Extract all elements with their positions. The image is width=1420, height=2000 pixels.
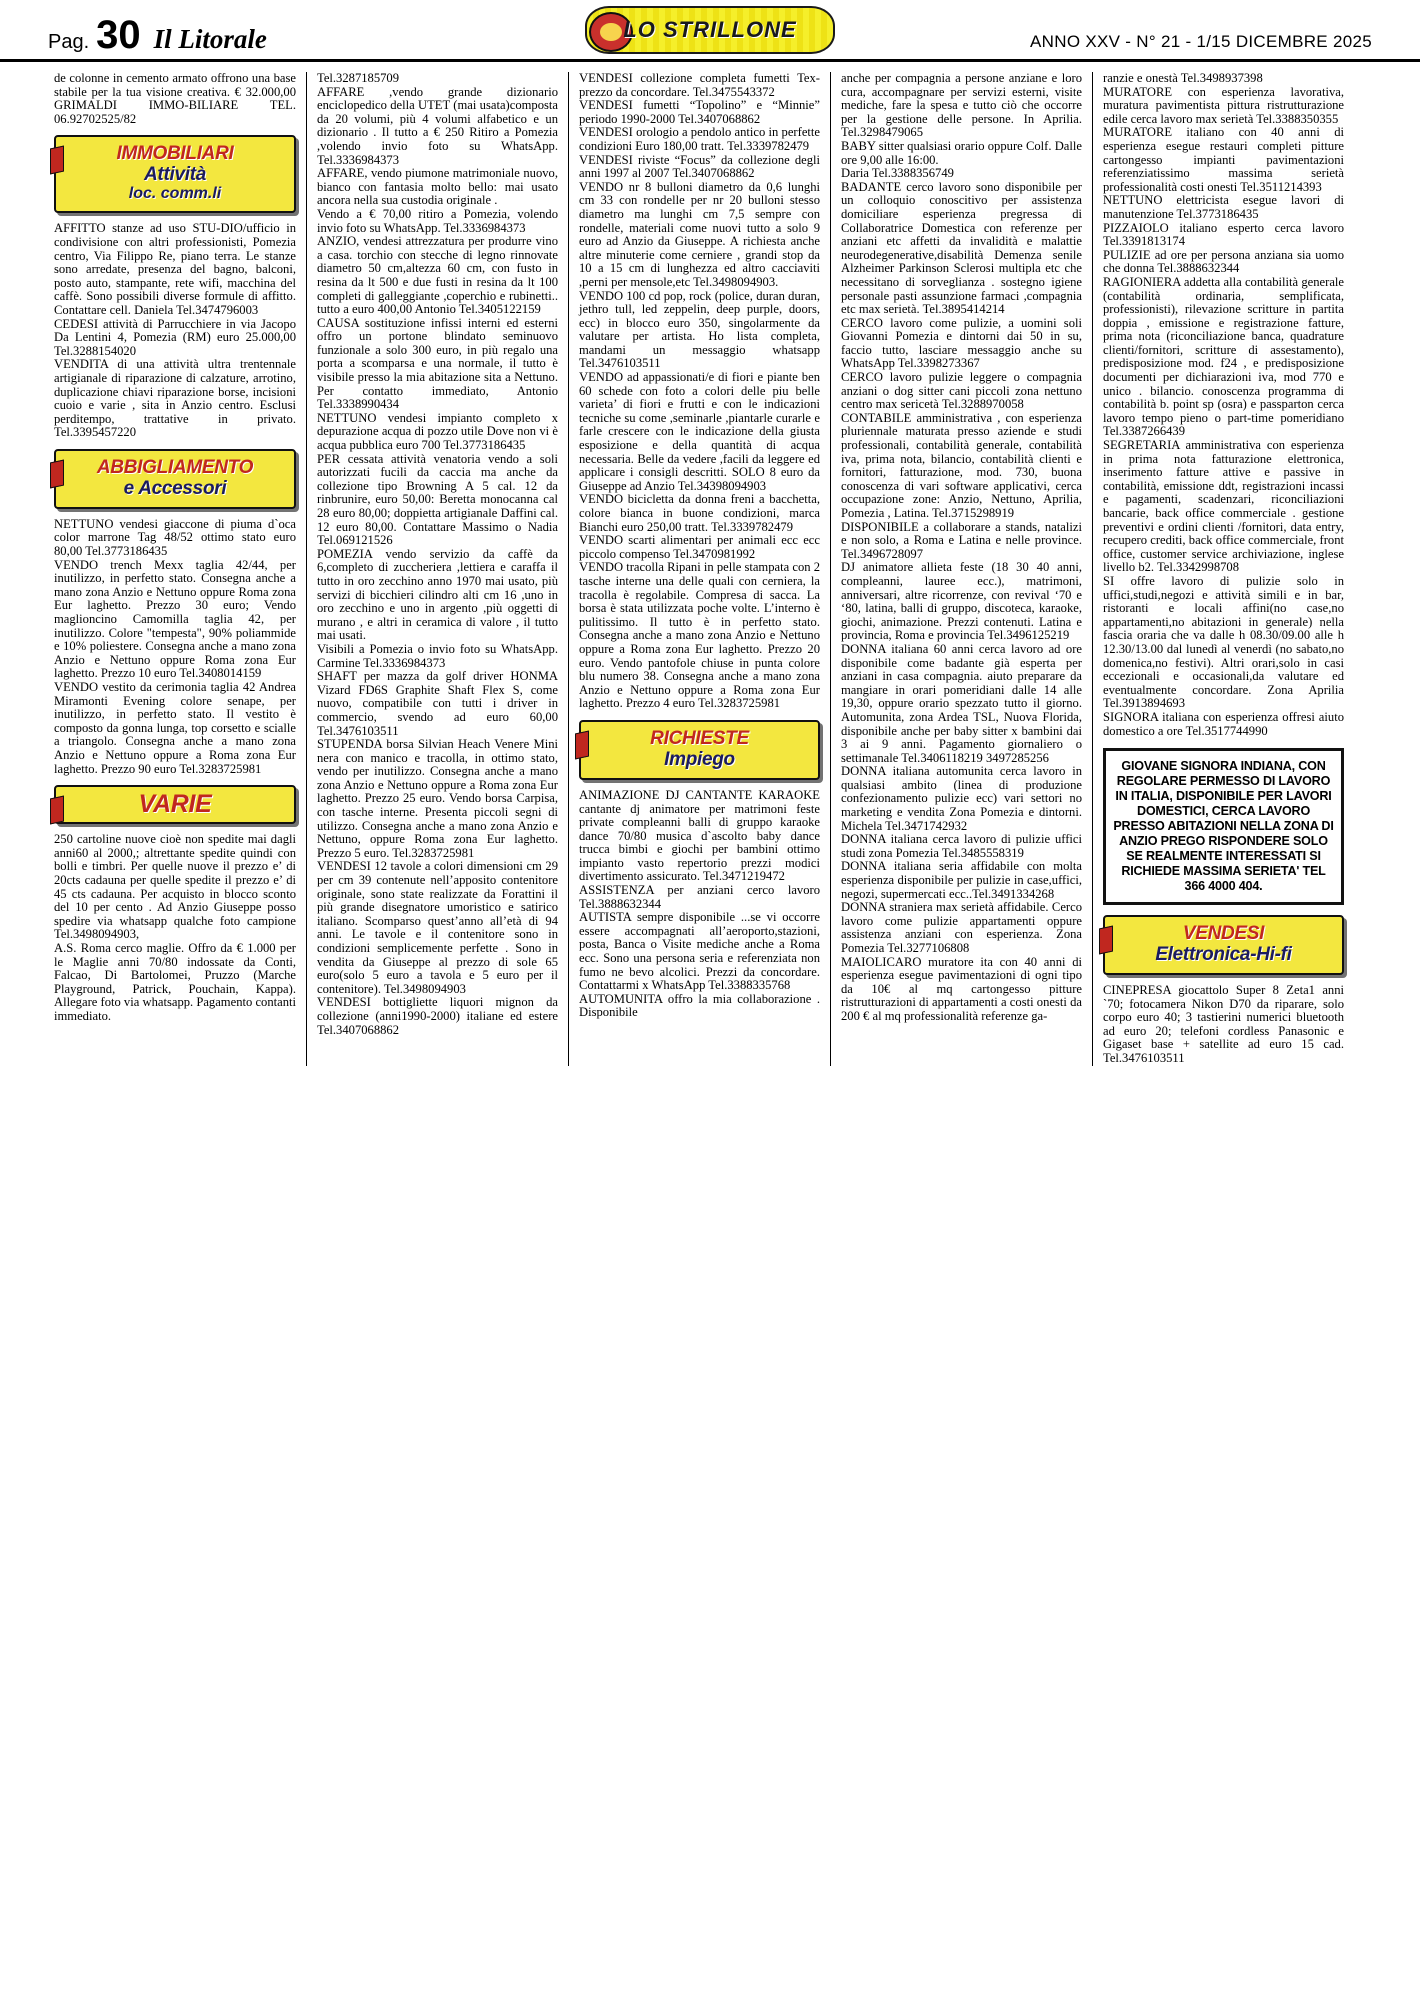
classified-ad: AFFARE ,vendo grande dizionario enciclopedico della UTET (mai usata)composta da 20 volumi, più 4 volumi alfabetico e un dizionario . Il tutto a € 250 Ritiro a Pomezia ,volendo invio foto su WhatsApp. Tel.3336984373	[317, 84, 558, 167]
banner-line-3: loc. comm.li	[128, 185, 222, 203]
classified-ad: ANIMAZIONE DJ CANTANTE KARAOKE cantante dj animatore per matrimoni feste private compleanni balli di gruppo karaoke dance 70/80 musica d`ascolto baby dance trucca bimbi e giochi per bambini ottimo impianto vasto repertorio prezzi modici divertimento assicurato. Tel.3471219472	[579, 787, 820, 884]
banner-line-1: VARIE	[138, 790, 212, 819]
column-4	[830, 72, 1092, 1066]
classified-ad: anche per compagnia a persone anziane e loro cura, accompagnare per servizi esterni, visite mediche, fare la spesa e tutto ciò che occorre per la gestione delle persone. In Aprilia. Tel.3298479065	[841, 71, 1082, 140]
classified-ad: A.S. Roma cerco maglie. Offro da € 1.000 per le Maglie anni 70/80 indossate da Conti, Falcao, Di Bartolomei, Pruzzo (Marche Playground, Patrick, Pouchain, Kappa). Allegare foto via whatsapp. Pagamento contanti immediato.	[54, 940, 297, 1023]
classified-ad: Visibili a Pomezia o invio foto su WhatsApp. Carmine Tel.3336984373	[317, 641, 558, 670]
classified-ad: VENDO tracolla Ripani in pelle stampata con 2 tasche interne una delle quali con cerniera, la tracolla è regolabile. Compresa di sacca. La borsa è stata utilizzata poche volte. L’interno è pulitissimo. Il tutto è in perfetto stato. Consegna anche a mano zona Anzio e Nettuno oppure a Roma zona Eur laghetto. Prezzo 20 euro. Vendo pantofole chiuse in punta colore blu numero 38. Consegna anche a mano zona Anzio e Nettuno oppure a Roma zona Eur laghetto. Prezzo 4 euro Tel.3283725981	[579, 560, 820, 711]
classified-ad: Tel.3287185709	[317, 71, 400, 85]
classified-ad: VENDESI bottigliette liquori mignon da collezione (anni1990-2000) italiane ed estere Tel.3407068862	[317, 995, 558, 1037]
classified-ad: BABY sitter qualsiasi orario oppure Colf. Dalle ore 9,00 alle 16:00.	[841, 138, 1082, 167]
banner-line-1: VENDESI	[1182, 923, 1265, 945]
banner-tape-decoration	[575, 730, 589, 759]
classified-ad: RAGIONIERA addetta alla contabilità generale (contabilità ordinaria, semplificata, professionisti), rilevazione scritture in partita doppia , emissione e registrazione fatture, prima nota (riconciliazione banca, quadrature clienti/fornitori, scritture di assestamento), predisposizione mod. f24 , e predisposizione documenti per dichiarazioni iva, mod 770 e unico . bilancio. conoscenza programma di contabilità b. point sp (osra) e passparton cerca lavoro tempo pieno o part-time pomeridiano Tel.3387266439	[1103, 274, 1344, 439]
column-1	[44, 72, 306, 1066]
classified-ad: VENDO bicicletta da donna freni a bacchetta, colore bianca in buone condizioni, marca Bianchi euro 250,00 tratt. Tel.3339782479	[579, 492, 820, 534]
classified-ad: CERCO lavoro come pulizie, a uomini soli Giovanni Pomezia e dintorni dai 50 in su, faccio tutto, lasciare messaggio anche su WhatsApp Tel.3398273367	[841, 315, 1082, 371]
classified-ad: MURATORE con esperienza lavorativa, muratura pavimentista pittura ristrutturazione edile cerca lavoro max serietà Tel.3388350355	[1103, 84, 1344, 126]
banner-tape-decoration	[50, 146, 64, 175]
classified-ad: NETTUNO vendesi giaccone di piuma d`oca color marrone Tag 48/52 ottimo stato euro 80,00 Tel.3773186435	[54, 516, 296, 559]
column-3	[568, 72, 830, 1066]
classified-ad: BADANTE cerco lavoro sono disponibile per un colloquio conoscitivo per assistenza domiciliare esperienza pregressa di Collaboratrice Domestica con referenze per anziani etc affetti da invalidità e malattie neurodegenerative,disabilità Demenza senile Alzheimer Parkinson Sclerosi multipla etc che necessitano di sorveglianza . sostegno igiene personale pasti assunzione farmaci ,compagnia etc max serietà. Tel.3895414214	[841, 179, 1082, 317]
newspaper-title: Il Litorale	[153, 24, 267, 54]
classified-ad: Daria Tel.3388356749	[841, 166, 954, 181]
classified-ad: de colonne in cemento armato offrono una base stabile per la tua visione creativa. € 32.000,00 GRIMALDI IMMO-BILIARE TEL. 06.92702525/82	[54, 71, 296, 126]
classified-ad: AFFITTO stanze ad uso STU-DIO/ufficio in condivisione con altri professionisti, Pomezia centro, Via Filippo Re, piano terra. Le stanze sono arredate, presenza del bagno, balconi, posto auto, stampante, rete wifi, macchina del caffè. Sono possibili diverse formule di affitto. Contattare cell. Daniela Tel.3474796003	[54, 221, 296, 317]
classified-ad: DONNA straniera max serietà affidabile. Cerco lavoro come pulizie appartamenti oppure assistenza anziani con esperienza. Zona Pomezia Tel.3277106808	[841, 900, 1082, 955]
classified-ad: VENDESI 12 tavole a colori dimensioni cm 29 per cm 39 contenute nell’apposito contenitore originale, sono state realizzate da Forattini il più grande disegnatore umoristico e satirico italiano. Scomparso quest’anno all’età di 94 anni. Le tavole e il contenitore sono in condizioni semplicemente perfette . Sono in vendita da Giuseppe al prezzo di sole 65 euro(solo 5 euro a tavola e 5 euro per il contenitore). Tel.3498094903	[317, 859, 558, 996]
classified-ad: Vendo a € 70,00 ritiro a Pomezia, volendo invio foto su WhatsApp. Tel.3336984373	[317, 206, 558, 235]
banner-line-1: ABBIGLIAMENTO	[96, 456, 254, 478]
classified-ad: CAUSA sostituzione infissi interni ed esterni offro un portone blindato seminuovo funzionale a solo 300 euro, in più regalo una porta a scomparsa e una normale, il tutto è visibile presso la mia abitazione sita a Nettuno. Per contatto immediato, Antonio Tel.3338990434	[317, 315, 558, 412]
classified-ad: DONNA italiana automunita cerca lavoro in qualsiasi ambito (linea di produzione confezionamento pulizie ecc) vari settori no marketing e vendita Zona Pomezia e dintorni. Michela Tel.3471742932	[841, 764, 1082, 833]
classified-ad: CONTABILE amministrativa , con esperienza pluriennale maturata presso aziende e studi professionali, contabilità generale, contabilità iva, prima nota, bilancio, contabilità clienti e fornitori, fatturazione, mod. 730, buona conoscenza di vari software applicativi, cerca occupazione zone: Anzio, Nettuno, Aprilia, Pomezia , Latina. Tel.3715298919	[841, 410, 1082, 520]
banner-tape-decoration	[50, 796, 64, 825]
classified-ad: PULIZIE ad ore per persona anziana sia uomo che donna Tel.3888632344	[1103, 247, 1344, 276]
banner-line-2: Elettronica-Hi-fi	[1155, 944, 1292, 966]
classified-ad: CINEPRESA giocattolo Super 8 Zeta1 anni `70; fotocamera Nikon D70 da riparare, solo corpo euro 40; 3 tastierini numerici bluetooth ad euro 20; telefoni cordless Panasonic e Gigaset base + satellite ad euro 15 cad. Tel.3476103511	[1103, 983, 1344, 1066]
classified-ad: VENDESI riviste “Focus” da collezione degli anni 1997 al 2007 Tel.3407068862	[579, 152, 820, 181]
banner-tape-decoration	[50, 459, 64, 488]
classifieds-columns	[0, 62, 1420, 1066]
classified-ad: MURATORE italiano con 40 anni di esperienza esegue restauri completi pitture cartongesso impianti pavimentazioni referenziatissimo massima serietà professionalità costi onesti Tel.3511214393	[1103, 125, 1344, 194]
classified-ad: AFFARE, vendo piumone matrimoniale nuovo, bianco con fantasia molto bello: mai usato ancora nella sua custodia originale .	[317, 166, 558, 208]
classified-ad: DONNA italiana seria affidabile con molta esperienza disponibile per pulizie in case,uffici, negozi, supermercati ecc..Tel.3491334268	[841, 859, 1082, 901]
masthead-logo	[585, 6, 835, 56]
banner-tape-decoration	[1099, 926, 1113, 955]
classified-ad: SEGRETARIA amministrativa con esperienza in prima nota fatturazione elettronica, inserimento fatture attive e passive in contabilità, emissione ddt, registrazioni incassi e pagamenti, scadenzari, riconciliazioni bancarie, back office commerciale . gestione preventivi e ordini clienti /fornitori, data entry, recupero crediti, back office commerciale, front office, customer service archiviazione, inglese livello b2. Tel.3342998708	[1103, 438, 1344, 575]
classified-ad: PIZZAIOLO italiano esperto cerca lavoro Tel.3391813174	[1103, 220, 1344, 249]
classified-ad: SI offre lavoro di pulizie solo in uffici,studi,negozi e attività simili e in bar, ristoranti e locali affini(no case,no appartamenti,no abitazioni in generale) nella fascia oraria che va dalle h 08.30/09.00 alle h 12.30/13.00 dal lunedì al venerdì (no sabato,no domenica,no festivi). Altri orari,solo in casi eccezionali e occasionali,da valutare ed eventualmente concordare. Zona Aprilia Tel.3913894693	[1103, 573, 1344, 711]
classified-ad: ASSISTENZA per anziani cerco lavoro Tel.3888632344	[579, 883, 820, 911]
column-2	[306, 72, 568, 1066]
classified-ad: VENDITA di una attività ultra trentennale artigianale di riparazione di calzature, arrotino, duplicazione chiavi riparazione borse, incisioni cuoio e varie , sita in Anzio centro. Esclusi perditempo, trattative in privato. Tel.3395457220	[54, 357, 296, 440]
classified-ad: VENDO nr 8 bulloni diametro da 0,6 lunghi cm 33 con rondelle per nr 20 bulloni stesso diametro ma lunghi cm 7,5 sempre con rondelle, materiali come nuovi tutto a solo 9 euro ad Anzio da Giuseppe. A richiesta anche altre minuterie come cerniere , grandi stop da 10 a 15 cm di lunghezza ed altro cacciaviti ,perni per mensole,etc Tel.3498094903.	[579, 179, 820, 289]
classified-ad: DONNA italiana 60 anni cerca lavoro ad ore disponibile come badante già esperta per anziani in casa compagnia. aiuto preparare da mangiare in orari pomeridiani dalle 14 alle 19,30, oppure orario spezzato tutto il giorno. Automunita, zona Ardea TSL, Nuova Florida, disponibile anche per baby sitter x bambini dai 3 ai 9 anni. Pagamento giornaliero o settimanale Tel.3406118219 3497285256	[841, 641, 1082, 765]
column-5	[1092, 72, 1354, 1066]
classified-ad: SHAFT per mazza da golf driver HONMA Vizard FD6S Graphite Shaft Flex S, come nuovo, compatibile con tutti i driver in commercio, svendo ad euro 60,00 Tel.3476103511	[317, 669, 558, 738]
banner-line-1: IMMOBILIARI	[116, 143, 234, 165]
issue-info: ANNO XXV - N° 21 - 1/15 DICEMBRE 2025	[1030, 32, 1372, 51]
masthead	[0, 0, 1420, 62]
classified-ad: ANZIO, vendesi attrezzatura per produrre vino a casa. torchio con stecche di legno rinnovate diametro 50 cm,altezza 60 cm, con fusto in resina da lt 500 e due fusti in resina da lt 100 completi di galleggiante ,coperchio e rubinetti.. tutto a euro 400,00 Antonio Tel.3405122159	[317, 234, 558, 317]
classified-ad: DONNA italiana cerca lavoro di pulizie uffici studi zona Pomezia Tel.3485558319	[841, 832, 1082, 860]
classified-ad: PER cessata attività venatoria vendo a soli autorizzati fucili da caccia ma anche da collezione tipo Browning A 5 cal. 12 da rinbrunire, euro 50,00: Beretta monocanna cal 28 euro 80,00; doppietta artigianale Daffini cal. 12 euro 80,00. Contattare Massimo o Nadia Tel.069121526	[317, 451, 558, 548]
classified-ad: POMEZIA vendo servizio da caffè da 6,completo di zuccheriera ,lettiera e caraffa il tutto in oro zecchino anno 1970 mai usato, più servizi di bicchieri cilindro alti cm 16 ,uno in oro zecchino e uno in argento ,più oggetti di murano , e altri in ceramica di valore , il tutto mai usati.	[317, 546, 558, 643]
classified-ad: VENDO scarti alimentari per animali ecc ecc piccolo compenso Tel.3470981992	[579, 533, 820, 561]
classified-ad: AUTOMUNITA offro la mia collaborazione . Disponibile	[579, 991, 820, 1020]
classified-ad: VENDESI collezione completa fumetti Tex- prezzo da concordare. Tel.3475543372	[579, 71, 820, 99]
logo-badge	[585, 6, 835, 54]
classified-ad: NETTUNO elettricista esegue lavori di manutenzione Tel.3773186435	[1103, 193, 1344, 221]
classified-ad: VENDESI fumetti “Topolino” e “Minnie” periodo 1990-2000 Tel.3407068862	[579, 98, 820, 126]
classified-ad: MAIOLICARO muratore ita con 40 anni di esperienza esegue pavimentazioni di ogni tipo da 10€ al mq cartongesso pitture ristrutturazioni di appartamenti a costi onesti da 200 € al mq professionalità referenze ga-	[841, 954, 1082, 1023]
banner-line-2: e Accessori	[123, 477, 227, 499]
page-number: 30	[96, 13, 141, 57]
logo-text: LO STRILLONE	[623, 17, 797, 42]
classified-ad: VENDO ad appassionati/e di fiori e piante ben 60 schede con foto a colori delle piu belle varieta’ di fiori e frutti e con le indicazioni tecniche su come ,seminarle ,piantarle curarle e farle crescere con le indicazione della giusta esposizione e della quantità di acqua necessaria. Belle da vedere ,facili da leggere ed applicare i consigli descritti. SOLO 8 euro da Giuseppe ad Anzio Tel.34398094903	[579, 370, 820, 493]
classified-ad: VENDO 100 cd pop, rock (police, duran duran, jethro tull, led zeppelin, deep purple, doors, ecc) in blocco euro 350, singolarmente da valutare per artista. Ho lista completa, mandami un messaggio whatsapp Tel.3476103511	[579, 288, 820, 371]
masthead-left	[48, 15, 267, 55]
banner-line-1: RICHIESTE	[650, 727, 749, 749]
classified-ad: SIGNORA italiana con esperienza offresi aiuto domestico a ore Tel.3517744990	[1103, 709, 1344, 738]
classified-ad: ranzie e onestà Tel.3498937398	[1103, 71, 1263, 85]
classified-ad: STUPENDA borsa Silvian Heach Venere Mini nera con manico e tracolla, in ottimo stato, vendo per inutilizzo. Consegna anche a mano zona Anzio e Nettuno oppure a Roma zona Eur laghetto. Prezzo 25 euro. Vendo borsa Carpisa, con tasche interne. Presenta piccoli segni di utilizzo. Consegna anche a mano zona Anzio e Nettuno, oppure Roma zona Eur laghetto. Prezzo 5 euro. Tel.3283725981	[317, 737, 558, 860]
classified-ad: VENDO vestito da cerimonia taglia 42 Andrea Miramonti Evening colore senape, per inutilizzo, in perfetto stato. Il vestito è composto da gonna lunga, top corsetto e scialle a triangolo. Consegna anche a mano zona Anzio e Nettuno oppure a Roma zona Eur laghetto. Prezzo 90 euro Tel.3283725981	[54, 680, 296, 776]
page-label: Pag.	[48, 31, 90, 53]
banner-line-2: Attività	[144, 164, 206, 186]
category-banner-richieste	[579, 720, 820, 780]
classified-ad: CERCO lavoro pulizie leggere o compagnia anziani o dog sitter cani piccoli zona nettuno centro max sericetà Tel.3288970058	[841, 370, 1082, 412]
category-banner-varie	[54, 785, 296, 824]
category-banner-vendesi_elettronica	[1103, 915, 1344, 975]
category-banner-abbigliamento	[54, 449, 296, 509]
display-ad-box: GIOVANE SIGNORA INDIANA, CON REGOLARE PERMESSO DI LAVORO IN ITALIA, DISPONIBILE PER LAVORI DOMESTICI, CERCA LAVORO PRESSO ABITAZIONI NELLA ZONA DI ANZIO PREGO RISPONDERE SOLO SE REALMENTE INTERESSATI SI RICHIEDE MASSIMA SERIETA' TEL 366 4000 404.	[1103, 748, 1344, 905]
classified-ad: 250 cartoline nuove cioè non spedite mai dagli anni60 al 2000,; altrettante spedite quindi con bolli e timbri. Per quelle nuove il prezzo e’ di 20cts cadauna per quelle spedite il prezzo e’ di 45 cts cadauna. Per acquisto in blocco sconto del 10 per cento . Ad Anzio Giuseppe posso spedire via whatsapp qualche foto campione Tel.3498094903,	[54, 832, 296, 942]
classified-ad: VENDESI orologio a pendolo antico in perfette condizioni Euro 180,00 tratt. Tel.3339782479	[579, 125, 820, 153]
classified-ad: CEDESI attività di Parrucchiere in via Jacopo Da Lentini 4, Pomezia (RM) euro 25.000,00 Tel.3288154020	[54, 316, 296, 358]
banner-line-2: Impiego	[664, 748, 735, 770]
classified-ad: VENDO trench Mexx taglia 42/44, per inutilizzo, in perfetto stato. Consegna anche a mano zona Anzio e Nettuno oppure Roma zona Eur laghetto. Prezzo 30 euro; Vendo maglioncino Camomilla taglia 42, per inutilizzo. Colore "tempesta", 90% poliammide e 10% poliestere. Consegna anche a mano zona Anzio e Nettuno oppure Roma zona Eur laghetto. Prezzo 10 euro Tel.3408014159	[54, 557, 296, 681]
classified-ad: AUTISTA sempre disponibile ...se vi occorre essere accompagnati all’aeroporto,stazioni, posta, Banca o Visite mediche anche a Roma ecc. Sono una persona seria e referenziata non fumo ne bevo alcolici. Prezzi da concordare. Contattarmi x WhatsApp Tel.3388335768	[579, 910, 820, 993]
classified-ad: DJ animatore allieta feste (18 30 40 anni, compleanni, lauree ecc.), matrimoni, anniversari, altre ricorrenze, con revival ‘70 e ‘80, latina, balli di gruppo, discoteca, karaoke, giochi, animazione. Prezzi contenuti. Latina e provincia, Roma e provincia Tel.3496125219	[841, 560, 1082, 643]
classified-ad: DISPONIBILE a collaborare a stands, natalizi e non solo, a Roma e Latina e nelle province. Tel.3496728097	[841, 519, 1082, 561]
classified-ad: NETTUNO vendesi impianto completo x depurazione acqua di pozzo utile Dove non vi è acqua pubblica euro 700 Tel.3773186435	[317, 410, 558, 453]
category-banner-immobiliari	[54, 135, 296, 213]
